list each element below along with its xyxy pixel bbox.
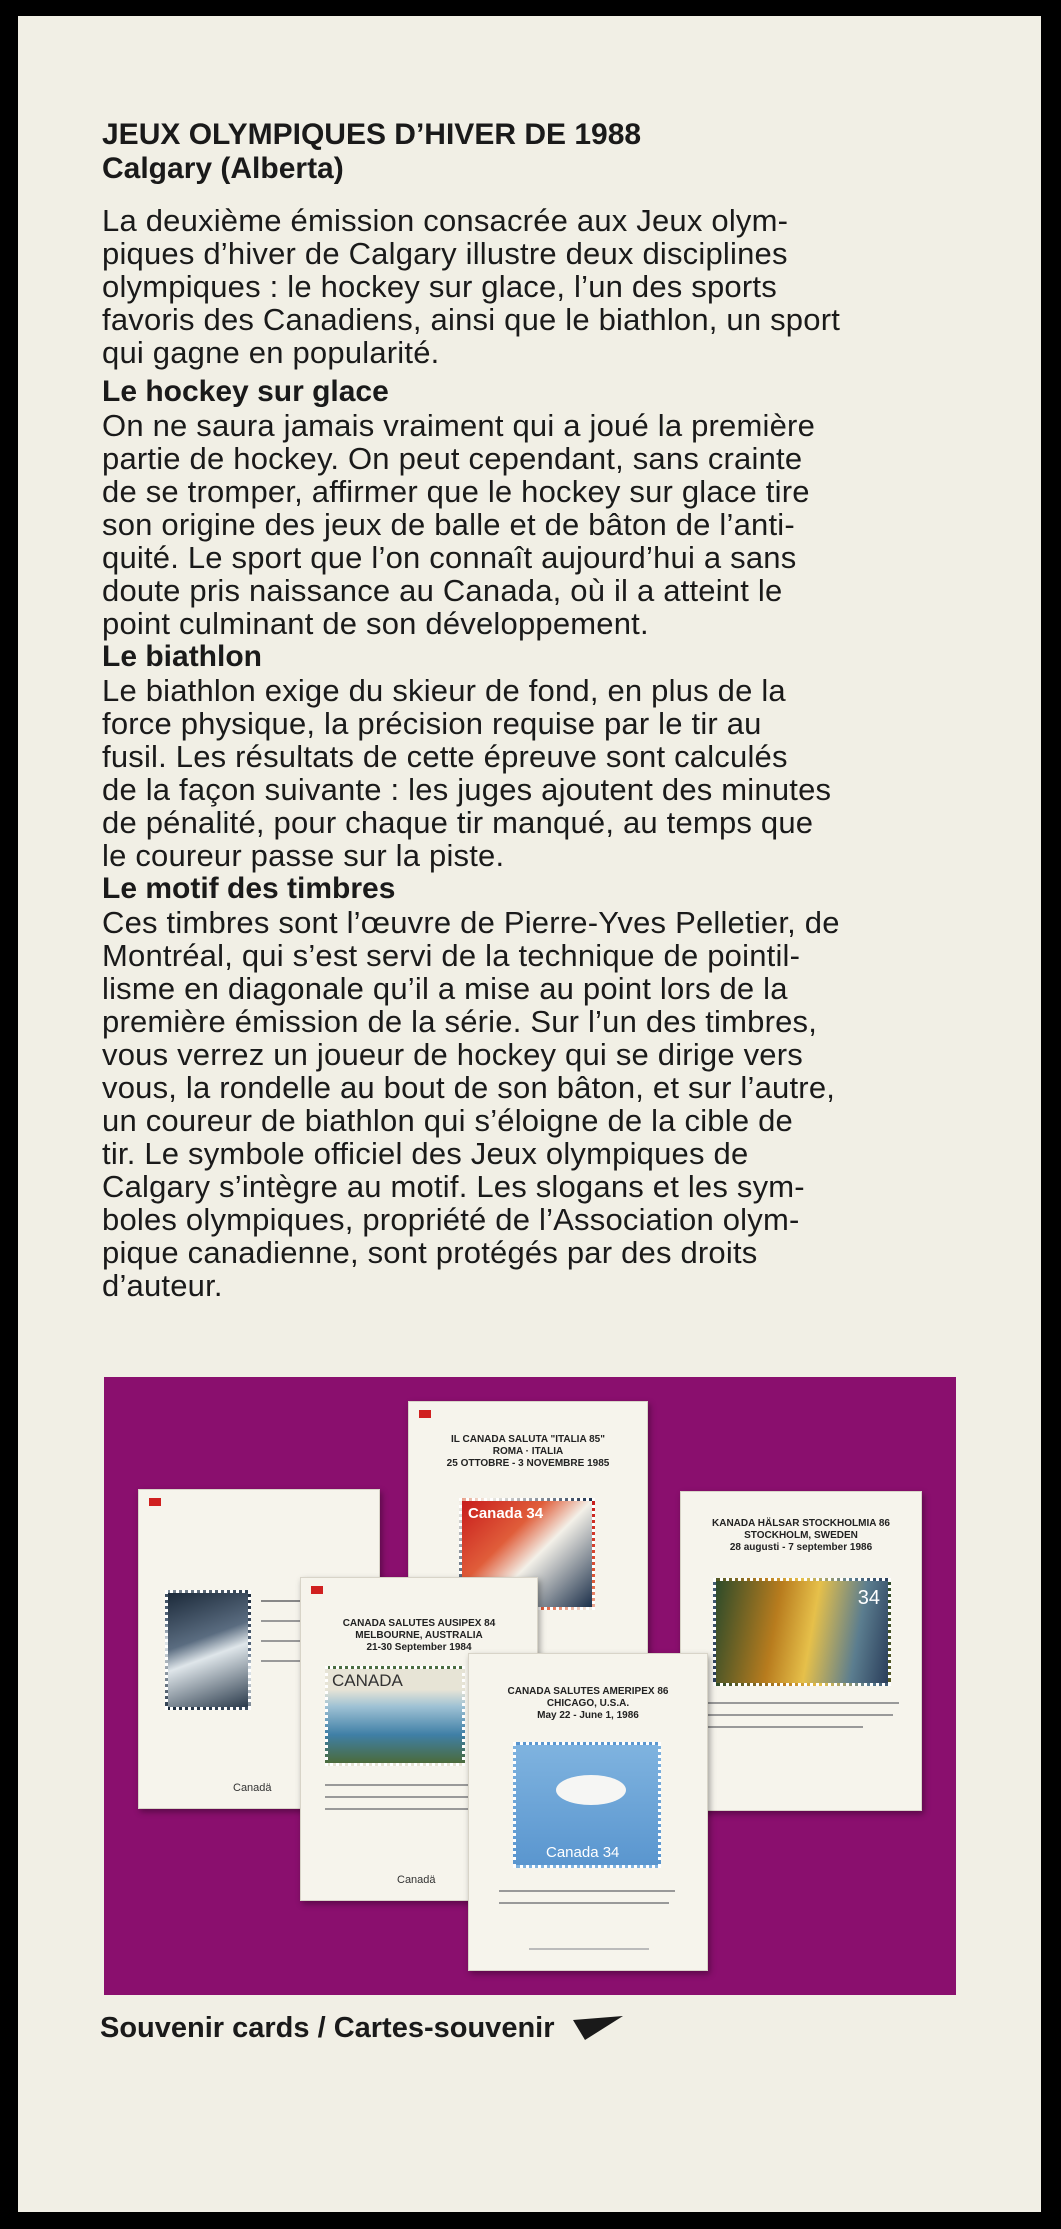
section-text-biathlon: Le biathlon exige du skieur de fond, en plus de la force physique, la précision requise par le tir au fusil. Les résultats de cette épreuve sont calculés de la façon suivante : les juges ajoutent des minutes de pénalité, pour chaque tir manqué, au temps que le coureur passe sur la piste. <box>102 673 832 873</box>
canada-wordmark: Canadä <box>233 1782 272 1794</box>
section-text-design: Ces timbres sont l’œuvre de Pierre-Yves Pelletier, de Montréal, qui s’est servi de la technique de pointil- lisme en diagonale qu’il a mise au point lors de la première émission de la série. Sur l’un des timbres, vous verrez un joueur de hockey qui se dirige vers vous, la rondelle au bout de son bâton, et sur l’autre, un coureur de biathlon qui s’éloigne de la cible de tir. Le symbole officiel des Jeux olympiques de Calgary s’intègre au motif. Les slogans et les sym- boles olympiques, propriété de l’Association olym- pique canadienne, sont protégés par des droits d’auteur. <box>102 905 840 1303</box>
card-header-ausipex: CANADA SALUTES AUSIPEX 84 MELBOURNE, AUSTRALIA 21-30 September 1984 <box>342 1618 496 1653</box>
stamp-image <box>325 1666 465 1766</box>
souvenir-cards-image <box>104 1377 956 1995</box>
article <box>102 118 982 1302</box>
canada-flag-icon <box>149 1498 161 1506</box>
page-title: JEUX OLYMPIQUES D’HIVER DE 1988 <box>102 118 642 151</box>
section-heading-design: Le motif des timbres <box>102 872 396 905</box>
arrow-right-icon <box>573 2016 623 2042</box>
section-heading-hockey: Le hockey sur glace <box>102 375 389 408</box>
stamp-denomination: 34 <box>857 1587 880 1609</box>
souvenir-card-ameripex <box>468 1653 708 1971</box>
section-heading-biathlon: Le biathlon <box>102 640 262 673</box>
stamp-image <box>513 1742 661 1868</box>
intro-paragraph: La deuxième émission consacrée aux Jeux olym- piques d’hiver de Calgary illustre deux disciplines olympiques : le hockey sur glace, l’un des sports favoris des Canadiens, ainsi que le biathlon, un sport qui gagne en popularité. <box>102 203 841 370</box>
stamp-country: CANADA <box>332 1671 403 1690</box>
souvenir-card-stockholm <box>680 1491 922 1811</box>
stamp-denomination: Canada 34 <box>546 1844 620 1861</box>
section-text-hockey: On ne saura jamais vraiment qui a joué la première partie de hockey. On peut cependant, sans crainte de se tromper, affirmer que le hockey sur glace tire son origine des jeux de balle et de bâton de l’anti- quité. Le sport que l’on connaît aujourd’hui a sans doute pris naissance au Canada, où il a atteint le point culminant de son développement. <box>102 408 816 641</box>
card-header-italia: IL CANADA SALUTA "ITALIA 85" ROMA · ITALIA 25 OTTOBRE - 3 NOVEMBRE 1985 <box>446 1434 610 1469</box>
canada-wordmark: Canadä <box>397 1874 436 1886</box>
page-subtitle: Calgary (Alberta) <box>102 152 344 185</box>
canada-flag-icon <box>419 1410 431 1418</box>
canada-flag-icon <box>311 1586 323 1594</box>
stamp-image <box>713 1578 891 1686</box>
caption-text: Souvenir cards / Cartes-souvenir <box>100 2012 555 2044</box>
stamp-image <box>165 1590 251 1710</box>
card-header-stockholm: KANADA HÄLSAR STOCKHOLMIA 86 STOCKHOLM, SWEDEN 28 augusti - 7 september 1986 <box>712 1518 890 1553</box>
figure-caption <box>100 2012 623 2045</box>
stamp-denomination: Canada 34 <box>468 1505 544 1522</box>
card-header-ameripex: CANADA SALUTES AMERIPEX 86 CHICAGO, U.S.A. May 22 - June 1, 1986 <box>507 1686 669 1721</box>
